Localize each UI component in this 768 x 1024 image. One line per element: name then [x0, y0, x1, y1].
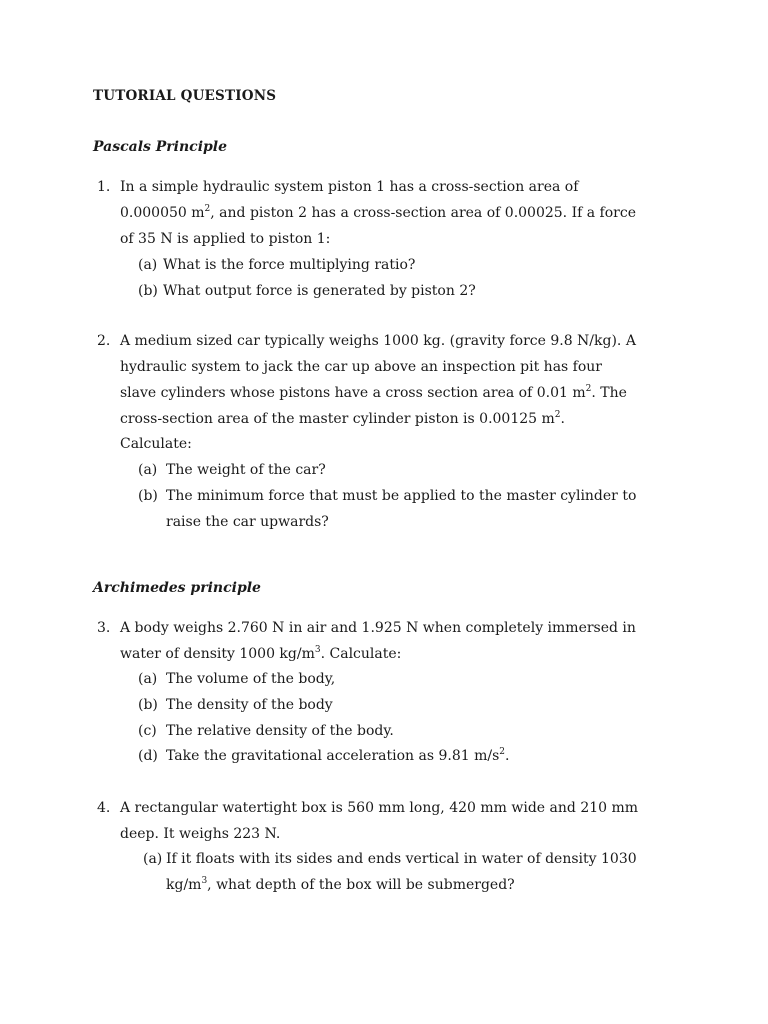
- question-text-line: A body weighs 2.760 N in air and 1.925 N when completely immersed in: [120, 620, 636, 636]
- question-number: 1.: [97, 179, 111, 195]
- question-text-line: of 35 N is applied to piston 1:: [120, 231, 331, 247]
- question-text-line: cross-section area of the master cylinder piston is 0.00125 $m^2$.: [120, 410, 565, 427]
- section-heading-pascal: Pascals Principle: [93, 139, 228, 155]
- question-text-line: Calculate:: [120, 436, 192, 452]
- part-label: (a): [138, 257, 158, 273]
- part-text: The weight of the car?: [166, 462, 326, 478]
- part-label: (a): [138, 462, 158, 478]
- part-text: The minimum force that must be applied to the master cylinder to: [166, 488, 637, 504]
- question-number: 3.: [97, 620, 111, 636]
- part-text: The relative density of the body.: [166, 723, 394, 739]
- question-text-line: In a simple hydraulic system piston 1 has a cross-section area of: [120, 179, 579, 195]
- part-text: The volume of the body,: [166, 671, 336, 687]
- question-text-line: A medium sized car typically weighs 1000 kg. (gravity force 9.8 N/kg). A: [120, 333, 636, 349]
- question-text-line: 0.000050 $m^2$, and piston 2 has a cross-section area of 0.00025. If a force: [120, 204, 636, 221]
- part-label: (d): [138, 748, 158, 764]
- part-label: (b): [138, 488, 158, 504]
- part-text: $kg/m^3$, what depth of the box will be submerged?: [166, 876, 515, 893]
- question-text-line: deep. It weighs 223 N.: [120, 826, 281, 842]
- part-text: raise the car upwards?: [166, 514, 329, 530]
- part-text: What output force is generated by piston 2?: [163, 283, 476, 299]
- question-text-line: A rectangular watertight box is 560 mm long, 420 mm wide and 210 mm: [120, 800, 639, 816]
- part-text: If it floats with its sides and ends vertical in water of density 1030: [166, 851, 637, 867]
- section-heading-archimedes: Archimedes principle: [93, 580, 261, 596]
- question-number: 2.: [97, 333, 111, 349]
- part-label: (b): [138, 283, 158, 299]
- part-label: (c): [138, 723, 157, 739]
- question-number: 4.: [97, 800, 111, 816]
- question-text-line: hydraulic system to jack the car up above an inspection pit has four: [120, 359, 603, 375]
- part-text: The density of the body: [166, 697, 333, 713]
- part-label: (a): [138, 671, 158, 687]
- part-label: (a): [143, 851, 163, 867]
- part-text: Take the gravitational acceleration as 9.81 $m/s^2$.: [166, 747, 510, 764]
- part-label: (b): [138, 697, 158, 713]
- page-title: TUTORIAL QUESTIONS: [93, 88, 277, 104]
- part-text: What is the force multiplying ratio?: [163, 257, 416, 273]
- question-text-line: water of density 1000 $kg/m^3$. Calculate:: [120, 645, 402, 662]
- question-text-line: slave cylinders whose pistons have a cross section area of 0.01 $m^2$. The: [120, 384, 627, 401]
